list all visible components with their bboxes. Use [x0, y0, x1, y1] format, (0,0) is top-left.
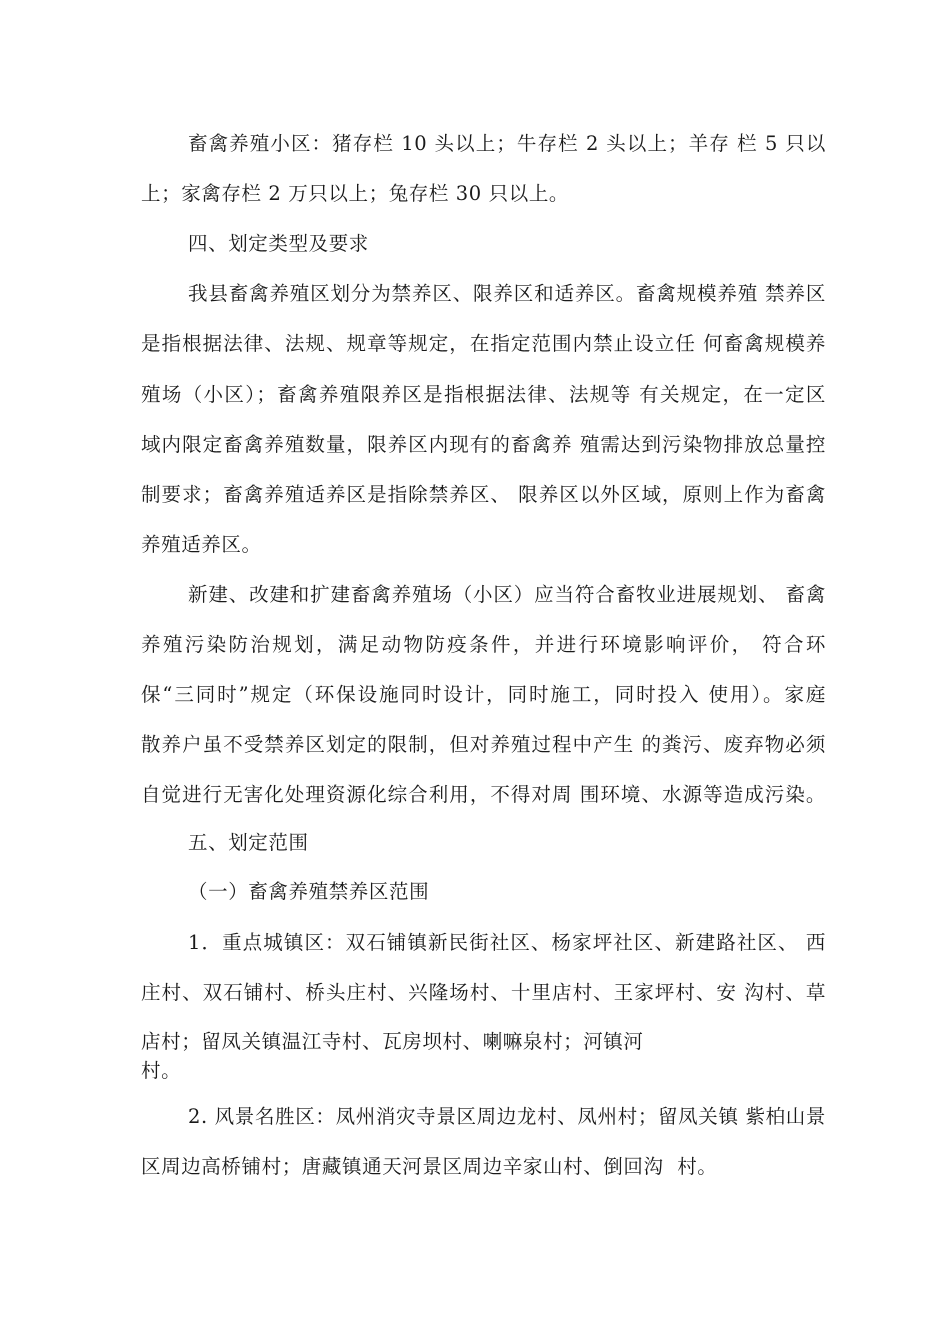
paragraph-line: 养殖污染防治规划，满足动物防疫条件，并进行环境影响评价， 符合环 — [141, 633, 826, 656]
paragraph-line: 是指根据法律、法规、规章等规定，在指定范围内禁止设立任 何畜禽规模养 — [141, 332, 826, 355]
paragraph-line: 1．重点城镇区：双石铺镇新民街社区、杨家坪社区、新建路社区、 西 — [188, 931, 826, 954]
paragraph-line: 村。 — [141, 1059, 182, 1082]
section-heading: 四、划定类型及要求 — [188, 232, 369, 255]
paragraph-line: 域内限定畜禽养殖数量，限养区内现有的畜禽养 殖需达到污染物排放总量控 — [141, 433, 826, 456]
paragraph-line: 新建、改建和扩建畜禽养殖场（小区）应当符合畜牧业进展规划、 畜禽 — [188, 583, 826, 606]
paragraph-line: 散养户虽不受禁养区划定的限制，但对养殖过程中产生 的粪污、废弃物必须 — [141, 733, 826, 756]
subsection-heading: （一）畜禽养殖禁养区范围 — [188, 880, 430, 903]
paragraph-line: 畜禽养殖小区：猪存栏 10 头以上；牛存栏 2 头以上；羊存 栏 5 只以 — [188, 132, 826, 155]
paragraph-line: 上；家禽存栏 2 万只以上；兔存栏 30 只以上。 — [141, 182, 570, 205]
paragraph-line: 保“三同时”规定（环保设施同时设计，同时施工，同时投入 使用）。家庭 — [141, 683, 826, 706]
section-heading: 五、划定范围 — [188, 831, 309, 854]
paragraph-line: 制要求；畜禽养殖适养区是指除禁养区、 限养区以外区域，原则上作为畜禽 — [141, 483, 826, 506]
paragraph-line: 区周边高桥铺村；唐藏镇通天河景区周边辛家山村、倒回沟 村。 — [141, 1155, 718, 1178]
paragraph-line: 我县畜禽养殖区划分为禁养区、限养区和适养区。畜禽规模养殖 禁养区 — [188, 282, 826, 305]
paragraph-line: 庄村、双石铺村、桥头庄村、兴隆场村、十里店村、王家坪村、安 沟村、草 — [141, 981, 826, 1004]
paragraph-line: 养殖适养区。 — [141, 533, 262, 556]
paragraph-line: 店村；留凤关镇温江寺村、瓦房坝村、喇嘛泉村；河镇河 — [141, 1030, 644, 1053]
paragraph-line: 殖场（小区）；畜禽养殖限养区是指根据法律、法规等 有关规定，在一定区 — [141, 383, 826, 406]
paragraph-line: 自觉进行无害化处理资源化综合利用，不得对周 围环境、水源等造成污染。 — [141, 783, 826, 806]
paragraph-line: 2. 风景名胜区：凤州消灾寺景区周边龙村、凤州村；留凤关镇 紫柏山景 — [188, 1105, 826, 1128]
